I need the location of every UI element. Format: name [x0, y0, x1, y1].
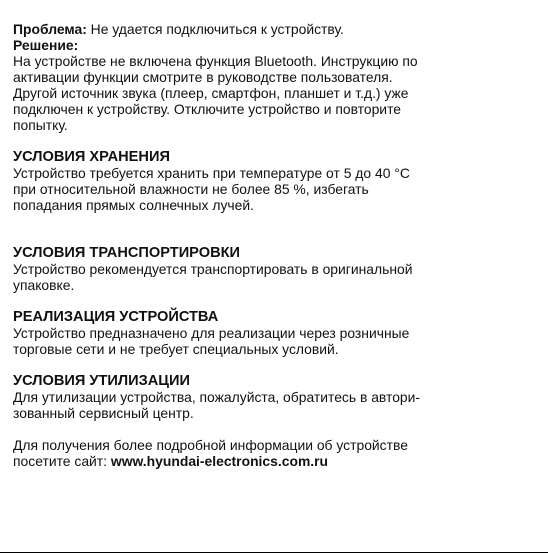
disposal-section — [13, 373, 538, 421]
transport-text: Устройство рекомендуется транспортировать в оригинальной упаковке. — [13, 261, 413, 293]
storage-section — [13, 149, 538, 213]
website-link[interactable]: www.hyundai-electronics.com.ru — [110, 453, 329, 469]
troubleshooting-section — [13, 21, 538, 133]
solution-label: Решение: — [13, 37, 79, 53]
storage-text: Устройство требуется хранить при температуре от 5 до 40 °С при относительной влажности не более 85 %, избегать попадания прямых солнечных лучей. — [13, 165, 410, 213]
more-info-line — [13, 437, 538, 469]
manual-page — [13, 21, 538, 469]
problem-label: Проблема: — [13, 21, 87, 37]
storage-heading: УСЛОВИЯ ХРАНЕНИЯ — [13, 149, 170, 165]
more-info-section — [13, 437, 538, 469]
disposal-heading: УСЛОВИЯ УТИЛИЗАЦИИ — [13, 373, 190, 389]
disposal-text: Для утилизации устройства, пожалуйста, обратитесь в автори- зованный сервисный центр. — [13, 389, 421, 421]
sales-text: Устройство предназначено для реализации через розничные торговые сети и не требует специальных условий. — [13, 325, 410, 357]
problem-line — [13, 21, 538, 37]
sales-section — [13, 309, 538, 357]
solution-text: На устройстве не включена функция Bluetooth. Инструкцию по активации функции смотрите в руководстве пользователя. Другой источник звука (плеер, смартфон, планшет и т.д.) уже подключен к устройству. Отключите устройство и повторите попытку. — [13, 53, 418, 133]
transport-section — [13, 245, 538, 293]
sales-heading: РЕАЛИЗАЦИЯ УСТРОЙСТВА — [13, 309, 219, 325]
more-info-text: Для получения более подробной информации об устройстве посетите сайт: — [13, 437, 408, 469]
transport-heading: УСЛОВИЯ ТРАНСПОРТИРОВКИ — [13, 245, 241, 261]
problem-text: Не удается подключиться к устройству. — [86, 21, 344, 37]
